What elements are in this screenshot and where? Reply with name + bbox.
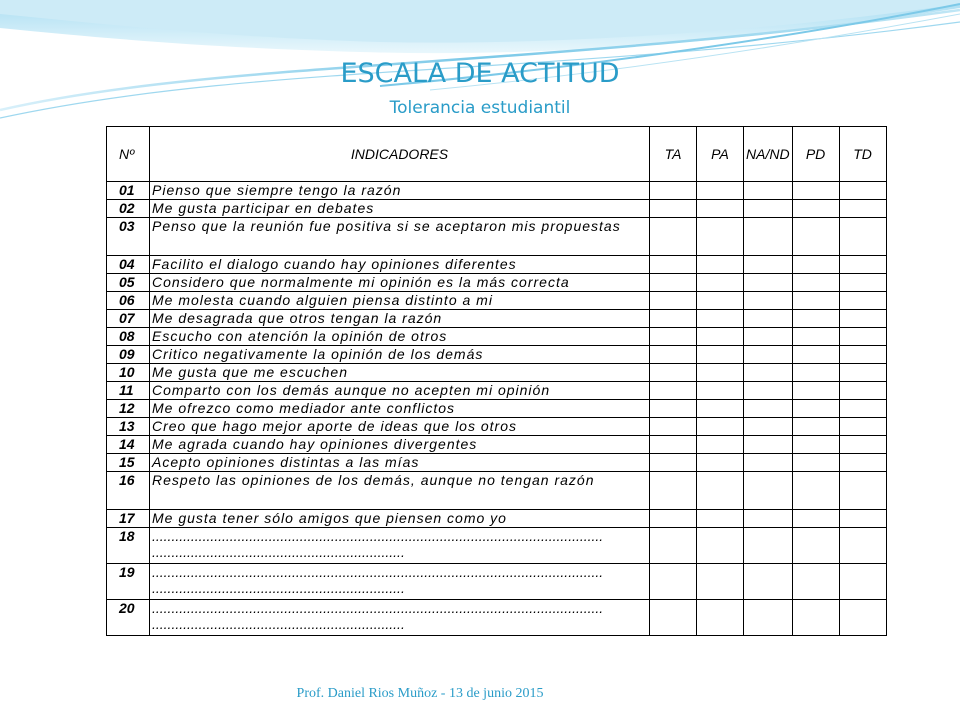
response-cell-pd[interactable] bbox=[792, 182, 839, 200]
response-cell-pa[interactable] bbox=[697, 364, 744, 382]
table-row bbox=[107, 472, 887, 510]
response-cell-pa[interactable] bbox=[697, 472, 744, 510]
table-body bbox=[107, 182, 887, 636]
response-cell-pd[interactable] bbox=[792, 274, 839, 292]
dotted-line: ................................................................. bbox=[152, 544, 405, 560]
response-cell-pa[interactable] bbox=[697, 218, 744, 256]
response-cell-td[interactable] bbox=[839, 292, 886, 310]
header-td: TD bbox=[839, 127, 886, 182]
item-indicator-text: Respeto las opiniones de los demás, aunque no tengan razón bbox=[150, 472, 650, 510]
response-cell-na-nd[interactable] bbox=[744, 418, 793, 436]
item-number: 15 bbox=[107, 454, 150, 472]
page-title: ESCALA DE ACTITUD bbox=[340, 58, 620, 89]
response-cell-pa[interactable] bbox=[697, 454, 744, 472]
table-row bbox=[107, 382, 887, 400]
response-cell-pd[interactable] bbox=[792, 218, 839, 256]
response-cell-td[interactable] bbox=[839, 400, 886, 418]
response-cell-na-nd[interactable] bbox=[744, 600, 793, 636]
table-row-blank bbox=[107, 528, 887, 564]
item-indicator-text: Comparto con los demás aunque no acepten mi opinión bbox=[150, 382, 650, 400]
item-indicator-text: Me gusta que me escuchen bbox=[150, 364, 650, 382]
item-number: 02 bbox=[107, 200, 150, 218]
response-cell-pa[interactable] bbox=[697, 274, 744, 292]
response-cell-na-nd[interactable] bbox=[744, 274, 793, 292]
attitude-scale-table-wrapper bbox=[106, 126, 887, 636]
table-header-row bbox=[107, 127, 887, 182]
item-indicator-text: Creo que hago mejor aporte de ideas que los otros bbox=[150, 418, 650, 436]
response-cell-pa[interactable] bbox=[697, 182, 744, 200]
response-cell-na-nd[interactable] bbox=[744, 218, 793, 256]
dotted-line: .................................................................................................................... bbox=[152, 528, 604, 544]
header-pa: PA bbox=[697, 127, 744, 182]
response-cell-ta[interactable] bbox=[650, 436, 697, 454]
response-cell-pa[interactable] bbox=[697, 510, 744, 528]
header-indicadores: INDICADORES bbox=[150, 127, 650, 182]
response-cell-na-nd[interactable] bbox=[744, 200, 793, 218]
item-number: 10 bbox=[107, 364, 150, 382]
response-cell-pa[interactable] bbox=[697, 200, 744, 218]
item-number: 04 bbox=[107, 256, 150, 274]
response-cell-ta[interactable] bbox=[650, 400, 697, 418]
item-number: 16 bbox=[107, 472, 150, 510]
response-cell-pd[interactable] bbox=[792, 600, 839, 636]
response-cell-na-nd[interactable] bbox=[744, 528, 793, 564]
header-num: Nº bbox=[107, 127, 150, 182]
response-cell-ta[interactable] bbox=[650, 528, 697, 564]
response-cell-pa[interactable] bbox=[697, 418, 744, 436]
blank-indicator-field[interactable] bbox=[150, 600, 650, 636]
item-number: 08 bbox=[107, 328, 150, 346]
response-cell-ta[interactable] bbox=[650, 310, 697, 328]
table-row bbox=[107, 364, 887, 382]
table-row bbox=[107, 418, 887, 436]
response-cell-pa[interactable] bbox=[697, 600, 744, 636]
response-cell-ta[interactable] bbox=[650, 218, 697, 256]
response-cell-pa[interactable] bbox=[697, 346, 744, 364]
response-cell-pd[interactable] bbox=[792, 382, 839, 400]
response-cell-td[interactable] bbox=[839, 310, 886, 328]
response-cell-pd[interactable] bbox=[792, 346, 839, 364]
response-cell-td[interactable] bbox=[839, 256, 886, 274]
blank-indicator-field[interactable] bbox=[150, 528, 650, 564]
response-cell-td[interactable] bbox=[839, 564, 886, 600]
item-number: 19 bbox=[107, 564, 150, 600]
table-row bbox=[107, 218, 887, 256]
response-cell-na-nd[interactable] bbox=[744, 310, 793, 328]
response-cell-ta[interactable] bbox=[650, 364, 697, 382]
item-indicator-text: Me gusta participar en debates bbox=[150, 200, 650, 218]
item-indicator-text: Me desagrada que otros tengan la razón bbox=[150, 310, 650, 328]
response-cell-pd[interactable] bbox=[792, 454, 839, 472]
response-cell-ta[interactable] bbox=[650, 292, 697, 310]
response-cell-ta[interactable] bbox=[650, 600, 697, 636]
attitude-scale-table bbox=[106, 126, 887, 636]
response-cell-na-nd[interactable] bbox=[744, 510, 793, 528]
table-row bbox=[107, 400, 887, 418]
header-na-nd: NA/ND bbox=[744, 127, 793, 182]
item-indicator-text: Me gusta tener sólo amigos que piensen como yo bbox=[150, 510, 650, 528]
response-cell-pa[interactable] bbox=[697, 436, 744, 454]
item-number: 12 bbox=[107, 400, 150, 418]
response-cell-pa[interactable] bbox=[697, 310, 744, 328]
response-cell-pd[interactable] bbox=[792, 436, 839, 454]
item-number: 07 bbox=[107, 310, 150, 328]
response-cell-pa[interactable] bbox=[697, 400, 744, 418]
table-row bbox=[107, 510, 887, 528]
response-cell-pd[interactable] bbox=[792, 256, 839, 274]
response-cell-ta[interactable] bbox=[650, 472, 697, 510]
response-cell-pd[interactable] bbox=[792, 472, 839, 510]
response-cell-na-nd[interactable] bbox=[744, 364, 793, 382]
table-row bbox=[107, 200, 887, 218]
response-cell-pd[interactable] bbox=[792, 328, 839, 346]
dotted-line: ................................................................. bbox=[152, 616, 405, 632]
response-cell-na-nd[interactable] bbox=[744, 346, 793, 364]
response-cell-ta[interactable] bbox=[650, 182, 697, 200]
response-cell-pd[interactable] bbox=[792, 292, 839, 310]
item-number: 11 bbox=[107, 382, 150, 400]
page-subtitle: Tolerancia estudiantil bbox=[389, 98, 571, 118]
response-cell-ta[interactable] bbox=[650, 564, 697, 600]
response-cell-td[interactable] bbox=[839, 274, 886, 292]
dotted-line: ................................................................. bbox=[152, 580, 405, 596]
response-cell-pa[interactable] bbox=[697, 256, 744, 274]
item-indicator-text: Me agrada cuando hay opiniones divergentes bbox=[150, 436, 650, 454]
response-cell-pd[interactable] bbox=[792, 564, 839, 600]
response-cell-ta[interactable] bbox=[650, 346, 697, 364]
response-cell-na-nd[interactable] bbox=[744, 454, 793, 472]
response-cell-pd[interactable] bbox=[792, 510, 839, 528]
response-cell-td[interactable] bbox=[839, 454, 886, 472]
response-cell-ta[interactable] bbox=[650, 274, 697, 292]
item-number: 05 bbox=[107, 274, 150, 292]
response-cell-na-nd[interactable] bbox=[744, 400, 793, 418]
response-cell-td[interactable] bbox=[839, 328, 886, 346]
response-cell-td[interactable] bbox=[839, 600, 886, 636]
response-cell-td[interactable] bbox=[839, 200, 886, 218]
response-cell-td[interactable] bbox=[839, 346, 886, 364]
item-indicator-text: Me ofrezco como mediador ante conflictos bbox=[150, 400, 650, 418]
response-cell-td[interactable] bbox=[839, 510, 886, 528]
table-row bbox=[107, 274, 887, 292]
response-cell-ta[interactable] bbox=[650, 510, 697, 528]
table-row bbox=[107, 310, 887, 328]
item-number: 13 bbox=[107, 418, 150, 436]
response-cell-na-nd[interactable] bbox=[744, 292, 793, 310]
response-cell-ta[interactable] bbox=[650, 328, 697, 346]
response-cell-na-nd[interactable] bbox=[744, 472, 793, 510]
response-cell-td[interactable] bbox=[839, 418, 886, 436]
header-ta: TA bbox=[650, 127, 697, 182]
item-indicator-text: Considero que normalmente mi opinión es la más correcta bbox=[150, 274, 650, 292]
response-cell-pa[interactable] bbox=[697, 564, 744, 600]
response-cell-ta[interactable] bbox=[650, 454, 697, 472]
response-cell-td[interactable] bbox=[839, 472, 886, 510]
table-row bbox=[107, 256, 887, 274]
response-cell-na-nd[interactable] bbox=[744, 256, 793, 274]
item-indicator-text: Me molesta cuando alguien piensa distinto a mi bbox=[150, 292, 650, 310]
response-cell-pd[interactable] bbox=[792, 418, 839, 436]
dotted-line: .................................................................................................................... bbox=[152, 600, 604, 616]
item-number: 06 bbox=[107, 292, 150, 310]
item-indicator-text: Facilito el dialogo cuando hay opiniones diferentes bbox=[150, 256, 650, 274]
response-cell-pa[interactable] bbox=[697, 328, 744, 346]
table-row bbox=[107, 436, 887, 454]
item-number: 17 bbox=[107, 510, 150, 528]
item-number: 01 bbox=[107, 182, 150, 200]
blank-indicator-field[interactable] bbox=[150, 564, 650, 600]
dotted-line: .................................................................................................................... bbox=[152, 564, 604, 580]
table-row bbox=[107, 182, 887, 200]
response-cell-pd[interactable] bbox=[792, 528, 839, 564]
response-cell-na-nd[interactable] bbox=[744, 382, 793, 400]
table-row bbox=[107, 454, 887, 472]
response-cell-ta[interactable] bbox=[650, 200, 697, 218]
response-cell-pd[interactable] bbox=[792, 400, 839, 418]
item-indicator-text: Acepto opiniones distintas a las mías bbox=[150, 454, 650, 472]
response-cell-td[interactable] bbox=[839, 528, 886, 564]
response-cell-na-nd[interactable] bbox=[744, 328, 793, 346]
response-cell-td[interactable] bbox=[839, 218, 886, 256]
response-cell-td[interactable] bbox=[839, 436, 886, 454]
item-number: 20 bbox=[107, 600, 150, 636]
item-number: 18 bbox=[107, 528, 150, 564]
table-row-blank bbox=[107, 564, 887, 600]
table-row bbox=[107, 292, 887, 310]
table-row-blank bbox=[107, 600, 887, 636]
response-cell-pd[interactable] bbox=[792, 200, 839, 218]
response-cell-td[interactable] bbox=[839, 364, 886, 382]
response-cell-td[interactable] bbox=[839, 182, 886, 200]
response-cell-ta[interactable] bbox=[650, 418, 697, 436]
item-number: 03 bbox=[107, 218, 150, 256]
response-cell-pa[interactable] bbox=[697, 382, 744, 400]
response-cell-td[interactable] bbox=[839, 382, 886, 400]
item-indicator-text: Critico negativamente la opinión de los demás bbox=[150, 346, 650, 364]
item-indicator-text: Penso que la reunión fue positiva si se aceptaron mis propuestas bbox=[150, 218, 650, 256]
response-cell-ta[interactable] bbox=[650, 382, 697, 400]
response-cell-pd[interactable] bbox=[792, 310, 839, 328]
response-cell-na-nd[interactable] bbox=[744, 436, 793, 454]
response-cell-ta[interactable] bbox=[650, 256, 697, 274]
response-cell-pa[interactable] bbox=[697, 292, 744, 310]
response-cell-pd[interactable] bbox=[792, 364, 839, 382]
response-cell-na-nd[interactable] bbox=[744, 182, 793, 200]
item-number: 14 bbox=[107, 436, 150, 454]
footer-author-date: Prof. Daniel Rios Muñoz - 13 de junio 2015 bbox=[296, 686, 544, 701]
table-row bbox=[107, 328, 887, 346]
header-pd: PD bbox=[792, 127, 839, 182]
item-number: 09 bbox=[107, 346, 150, 364]
item-indicator-text: Pienso que siempre tengo la razón bbox=[150, 182, 650, 200]
table-row bbox=[107, 346, 887, 364]
item-indicator-text: Escucho con atención la opinión de otros bbox=[150, 328, 650, 346]
response-cell-na-nd[interactable] bbox=[744, 564, 793, 600]
response-cell-pa[interactable] bbox=[697, 528, 744, 564]
